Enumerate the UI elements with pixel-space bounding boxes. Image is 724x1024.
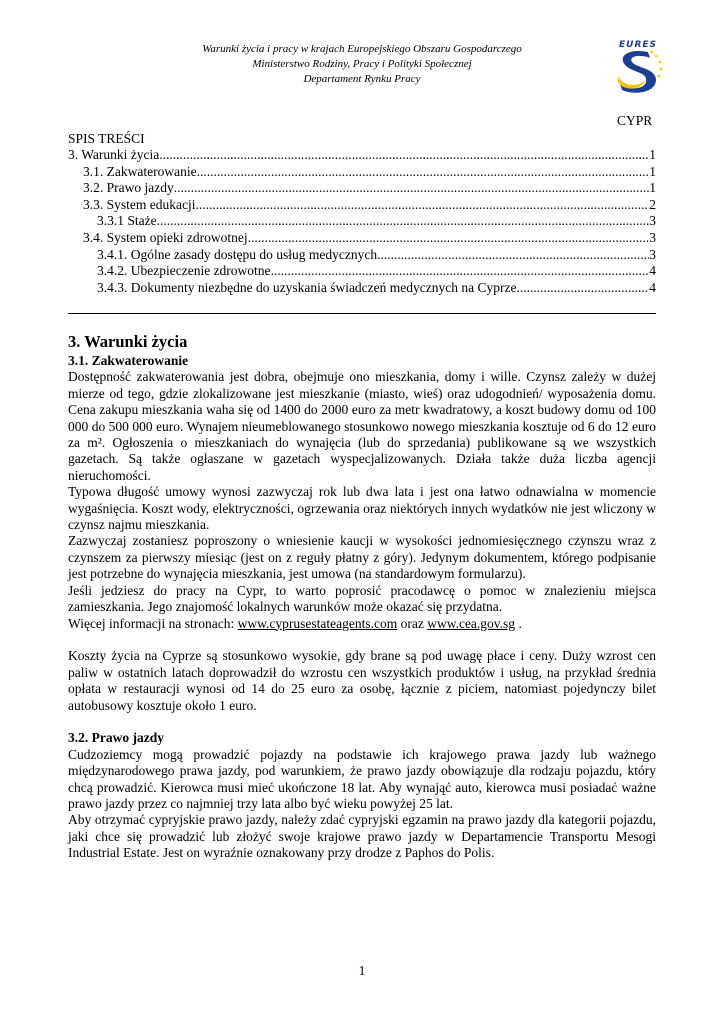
- toc-entry-label: 3.4. System opieki zdrowotnej: [83, 229, 248, 245]
- table-of-contents: [68, 147, 656, 296]
- toc-entry[interactable]: [68, 164, 656, 181]
- eures-logo: [612, 38, 664, 94]
- toc-entry-page: 1: [649, 163, 656, 179]
- header-line-1: Warunki życia i pracy w krajach Europejskiego Obszaru Gospodarczego: [202, 43, 522, 55]
- paragraph: Dostępność zakwaterowania jest dobra, obejmuje ono mieszkania, domy i wille. Czynsz zależy w dużej mierze od tego, gdzie zlokalizowane jest mieszkanie (miasto, wieś) oraz udogodnień/ wyposażenia domu. Cena zakupu mieszkania waha się od 1400 do 2000 euro za metr kwadratowy, a koszt budowy domu od 100 000 do 500 000 euro. Wynajem nieumeblowanego stosunkowo nowego mieszkania kosztuje od 6 do 12 euro za m². Ogłoszenia o mieszkaniach do wynajęcia (lub do sprzedania) publikowane są we wszystkich gazetach. Są także ogłaszane w gazetach wyspecjalizowanych. Działa także duża liczba agencji nieruchomości.: [68, 369, 656, 483]
- paragraph: Jeśli jedziesz do pracy na Cypr, to warto poprosić pracodawcę o pomoc w znalezieniu miejsca zamieszkania. Jego znajomość lokalnych warunków może okazać się przydatna.: [68, 582, 656, 615]
- toc-entry-label: 3.4.2. Ubezpieczenie zdrowotne: [97, 263, 271, 279]
- more-info-mid: oraz: [397, 615, 428, 631]
- toc-entry[interactable]: [68, 180, 656, 197]
- subsection-title-driving-license: 3.2. Prawo jazdy: [68, 730, 164, 746]
- toc-entry-label: 3.1. Zakwaterowanie: [83, 163, 197, 179]
- toc-entry[interactable]: [68, 197, 656, 214]
- paragraph: Koszty życia na Cyprze są stosunkowo wysokie, gdy brane są pod uwagę płace i ceny. Duży wzrost cen paliw w ostatnich latach doprowadził do wzrostu cen wszystkich produktów i usług, na przykład średnia opłata w restauracji wynosi od 14 do 25 euro za osobę, łącznie z piciem, natomiast pojedynczy bilet autobusowy kosztuje około 1 euro.: [68, 648, 656, 713]
- header-line-3: Departament Rynku Pracy: [303, 73, 421, 85]
- page-number: 1: [358, 963, 366, 978]
- main-content: [68, 332, 656, 862]
- section-divider: [68, 313, 656, 314]
- link-cyprusestateagents[interactable]: www.cyprusestateagents.com: [237, 615, 398, 631]
- more-info-suffix: .: [515, 615, 522, 631]
- paragraph: Aby otrzymać cypryjskie prawo jazdy, należy zdać cypryjski egzamin na prawo jazdy dla kategorii pojazdu, jaki chce się prowadzić lub złożyć swoje krajowe prawo jazdy w Departamencie Transportu Mesogi Industrial Estate. Jest on wyraźnie oznakowany przy drodze z Paphos do Polis.: [68, 812, 656, 861]
- toc-entry-label: 3.3. System edukacji: [83, 196, 196, 212]
- subsection-title-accommodation: 3.1. Zakwaterowanie: [68, 353, 189, 368]
- toc-entry[interactable]: [68, 230, 656, 247]
- paragraph: Typowa długość umowy wynosi zazwyczaj rok lub dwa lata i jest ona łatwo odnawialna w momencie wygaśnięcia. Koszt wody, elektryczności, ogrzewania oraz niektórych innych wydatków nie jest wliczony w czynsz najmu mieszkania.: [68, 484, 656, 533]
- paragraph-more-info: [68, 616, 656, 632]
- toc-entry-page: 2: [649, 196, 656, 212]
- toc-entry-label: 3.3.1 Staże: [97, 213, 157, 229]
- toc-entry-page: 1: [649, 147, 656, 162]
- toc-entry[interactable]: [68, 263, 656, 280]
- toc-entry-label: 3.4.1. Ogólne zasady dostępu do usług medycznych: [97, 246, 378, 262]
- toc-entry-page: 4: [649, 263, 656, 279]
- toc-entry-page: 4: [649, 279, 656, 295]
- eures-logo-text: EURES: [618, 40, 658, 50]
- toc-entry[interactable]: [68, 213, 656, 230]
- toc-entry[interactable]: [68, 280, 656, 297]
- toc-entry-page: 1: [649, 180, 656, 196]
- toc-entry[interactable]: [68, 247, 656, 264]
- toc-entry-page: 3: [649, 229, 656, 245]
- toc-entry-page: 3: [649, 246, 656, 262]
- more-info-prefix: Więcej informacji na stronach:: [68, 615, 238, 631]
- toc-entry[interactable]: [68, 147, 656, 164]
- toc-entry-label: 3.2. Prawo jazdy: [83, 180, 174, 196]
- toc-entry-page: 3: [649, 213, 656, 229]
- country-label: CYPR: [617, 113, 653, 128]
- toc-entry-label: 3. Warunki życia: [68, 147, 160, 162]
- link-cea-gov[interactable]: www.cea.gov.sg: [427, 615, 516, 631]
- header-line-2: Ministerstwo Rodziny, Pracy i Polityki Społecznej: [252, 58, 472, 70]
- section-title: 3. Warunki życia: [68, 332, 188, 351]
- paragraph: Cudzoziemcy mogą prowadzić pojazdy na podstawie ich krajowego prawa jazdy lub ważnego międzynarodowego prawa jazdy, pod warunkiem, że prawo jazdy obowiązuje dla rodzaju pojazdu, który chcą prowadzić. Kierowca musi mieć ukończone 18 lat. Aby wynająć auto, kierowca musi posiadać ważne prawo jazdy przez co najmniej trzy lata albo być wieku powyżej 25 lat.: [68, 746, 656, 811]
- paragraph: Zazwyczaj zostaniesz poproszony o wniesienie kaucji w wysokości jednomiesięcznego czynszu wraz z czynszem za pierwszy miesiąc (jest on z reguły płatny z góry). Jedynym dokumentem, którego podpisanie jest potrzebne do wynajęcia mieszkania, jest umowa (na standardowym formularzu).: [68, 533, 656, 582]
- toc-entry-label: 3.4.3. Dokumenty niezbędne do uzyskania świadczeń medycznych na Cyprze: [97, 279, 517, 295]
- toc-title: SPIS TREŚCI: [68, 131, 145, 146]
